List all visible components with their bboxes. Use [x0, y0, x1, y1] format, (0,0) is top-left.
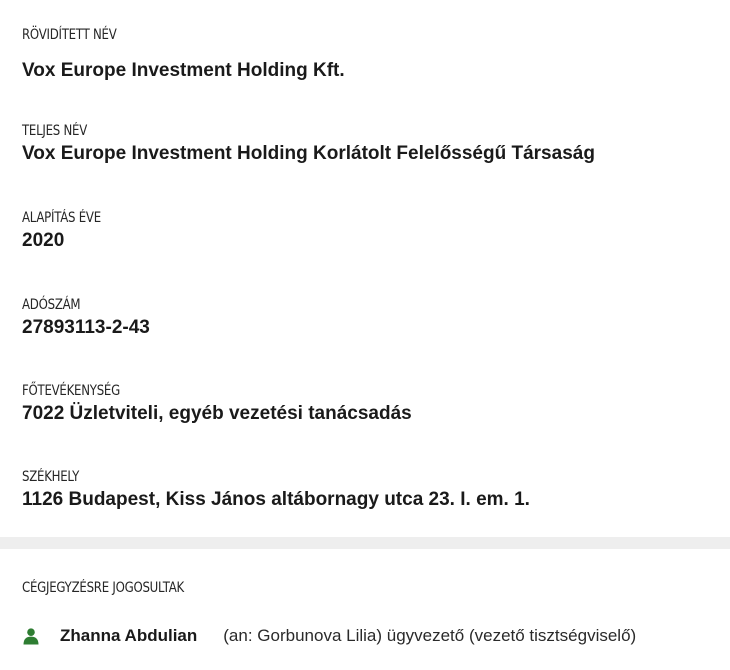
field-short-name — [22, 26, 722, 82]
signatory-name[interactable]: Zhanna Abdulian — [60, 626, 198, 645]
person-icon-body — [24, 637, 39, 645]
field-full-name — [22, 122, 722, 165]
main-activity-label: FŐTEVÉKENYSÉG — [22, 383, 120, 399]
founded-label: ALAPÍTÁS ÉVE — [22, 210, 101, 226]
field-main-activity — [22, 382, 722, 425]
short-name-value: Vox Europe Investment Holding Kft. — [22, 60, 345, 81]
signatories-title: CÉGJEGYZÉSRE JOGOSULTAK — [22, 580, 184, 596]
headquarters-value: 1126 Budapest, Kiss János altábornagy utca 23. I. em. 1. — [22, 489, 530, 510]
section-divider — [0, 537, 730, 549]
full-name-label: TELJES NÉV — [22, 123, 88, 139]
field-headquarters — [22, 468, 722, 511]
signatory-row — [22, 625, 636, 647]
person-icon-head — [27, 628, 35, 636]
signatories-section — [0, 549, 730, 670]
field-founded — [22, 209, 722, 252]
field-tax-number — [22, 296, 722, 339]
short-name-label: RÖVIDÍTETT NÉV — [22, 27, 117, 43]
full-name-value: Vox Europe Investment Holding Korlátolt Felelősségű Társaság — [22, 143, 595, 164]
signatory-role: (an: Gorbunova Lilia) ügyvezető (vezető tisztségviselő) — [223, 626, 637, 645]
founded-value: 2020 — [22, 230, 65, 251]
main-activity-value: 7022 Üzletviteli, egyéb vezetési tanácsadás — [22, 403, 412, 424]
person-icon — [22, 627, 40, 645]
tax-number-label: ADÓSZÁM — [22, 297, 81, 313]
headquarters-label: SZÉKHELY — [22, 469, 80, 485]
tax-number-value: 27893113-2-43 — [22, 317, 150, 338]
